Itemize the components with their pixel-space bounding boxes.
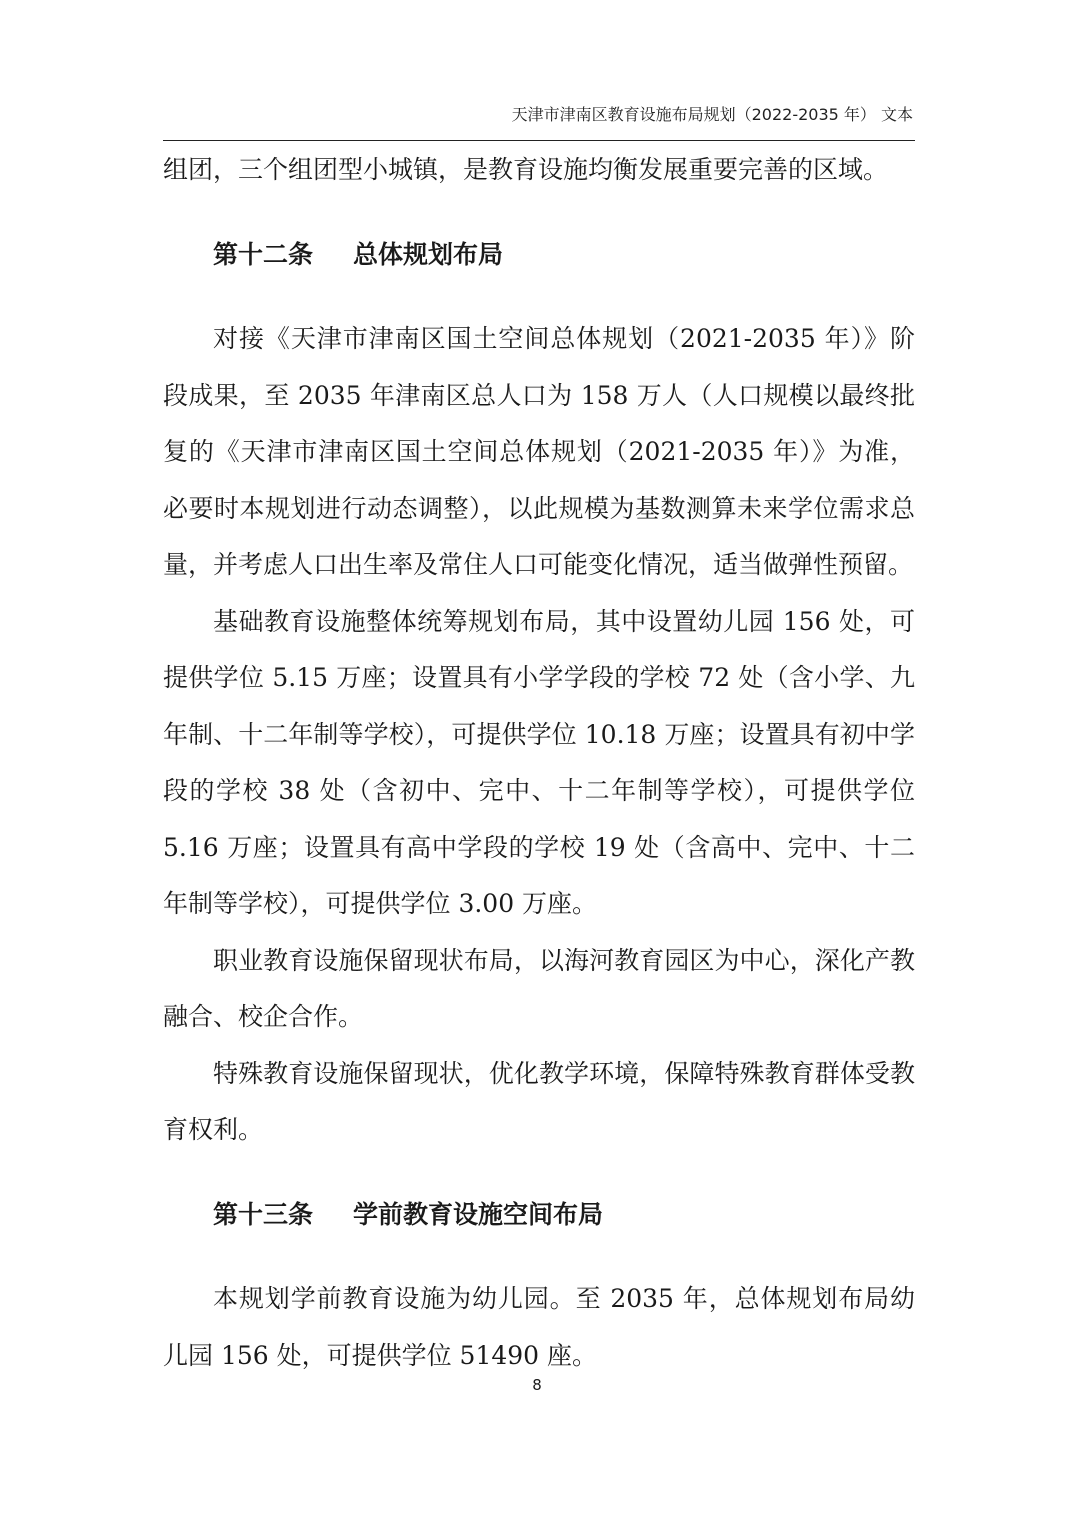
header-divider [163,140,915,141]
section-number: 第十三条 [213,1199,314,1229]
paragraph-population: 对接《天津市津南区国土空间总体规划（2021-2035 年）》阶段成果，至 2035 年津南区总人口为 158 万人（人口规模以最终批复的《天津市津南区国土空间总体规划（2021-2035 年）》为准，必要时本规划进行动态调整），以此规模为基数测算未来学位需求总量，并考虑人口出生率及常住人口可能变化情况，适当做弹性预留。 [163,324,915,579]
paragraph-continuation: 组团，三个组团型小城镇，是教育设施均衡发展重要完善的区域。 [163,155,889,184]
paragraph-basic-education: 基础教育设施整体统筹规划布局，其中设置幼儿园 156 处，可提供学位 5.15 万座；设置具有小学学段的学校 72 处（含小学、九年制、十二年制等学校），可提供学位 10.18 万座；设置具有初中学段的学校 38 处（含初中、完中、十二年制等学校），可提供学位 5.16 万座；设置具有高中学段的学校 19 处（含高中、完中、十二年制等学校），可提供学位 3.00 万座。 [163,606,915,918]
paragraph-special-education: 特殊教育设施保留现状，优化教学环境，保障特殊教育群体受教育权利。 [163,1058,915,1144]
section-spacer [163,199,915,227]
document-body [163,142,915,1384]
section-spacer [163,1243,915,1271]
section-spacer [163,1159,915,1187]
paragraph-vocational-education: 职业教育设施保留现状布局，以海河教育园区为中心，深化产教融合、校企合作。 [163,945,915,1031]
section-title: 学前教育设施空间布局 [353,1199,604,1229]
paragraph-preschool: 本规划学前教育设施为幼儿园。至 2035 年，总体规划布局幼儿园 156 处，可提供学位 51490 座。 [163,1284,915,1370]
section-number: 第十二条 [213,239,314,269]
section-heading-12 [163,227,915,284]
running-header: 天津市津南区教育设施布局规划（2022-2035 年） 文本 [511,105,913,124]
section-heading-13 [163,1187,915,1244]
page-number: 8 [532,1376,542,1394]
section-spacer [163,283,915,311]
section-title: 总体规划布局 [353,239,504,269]
